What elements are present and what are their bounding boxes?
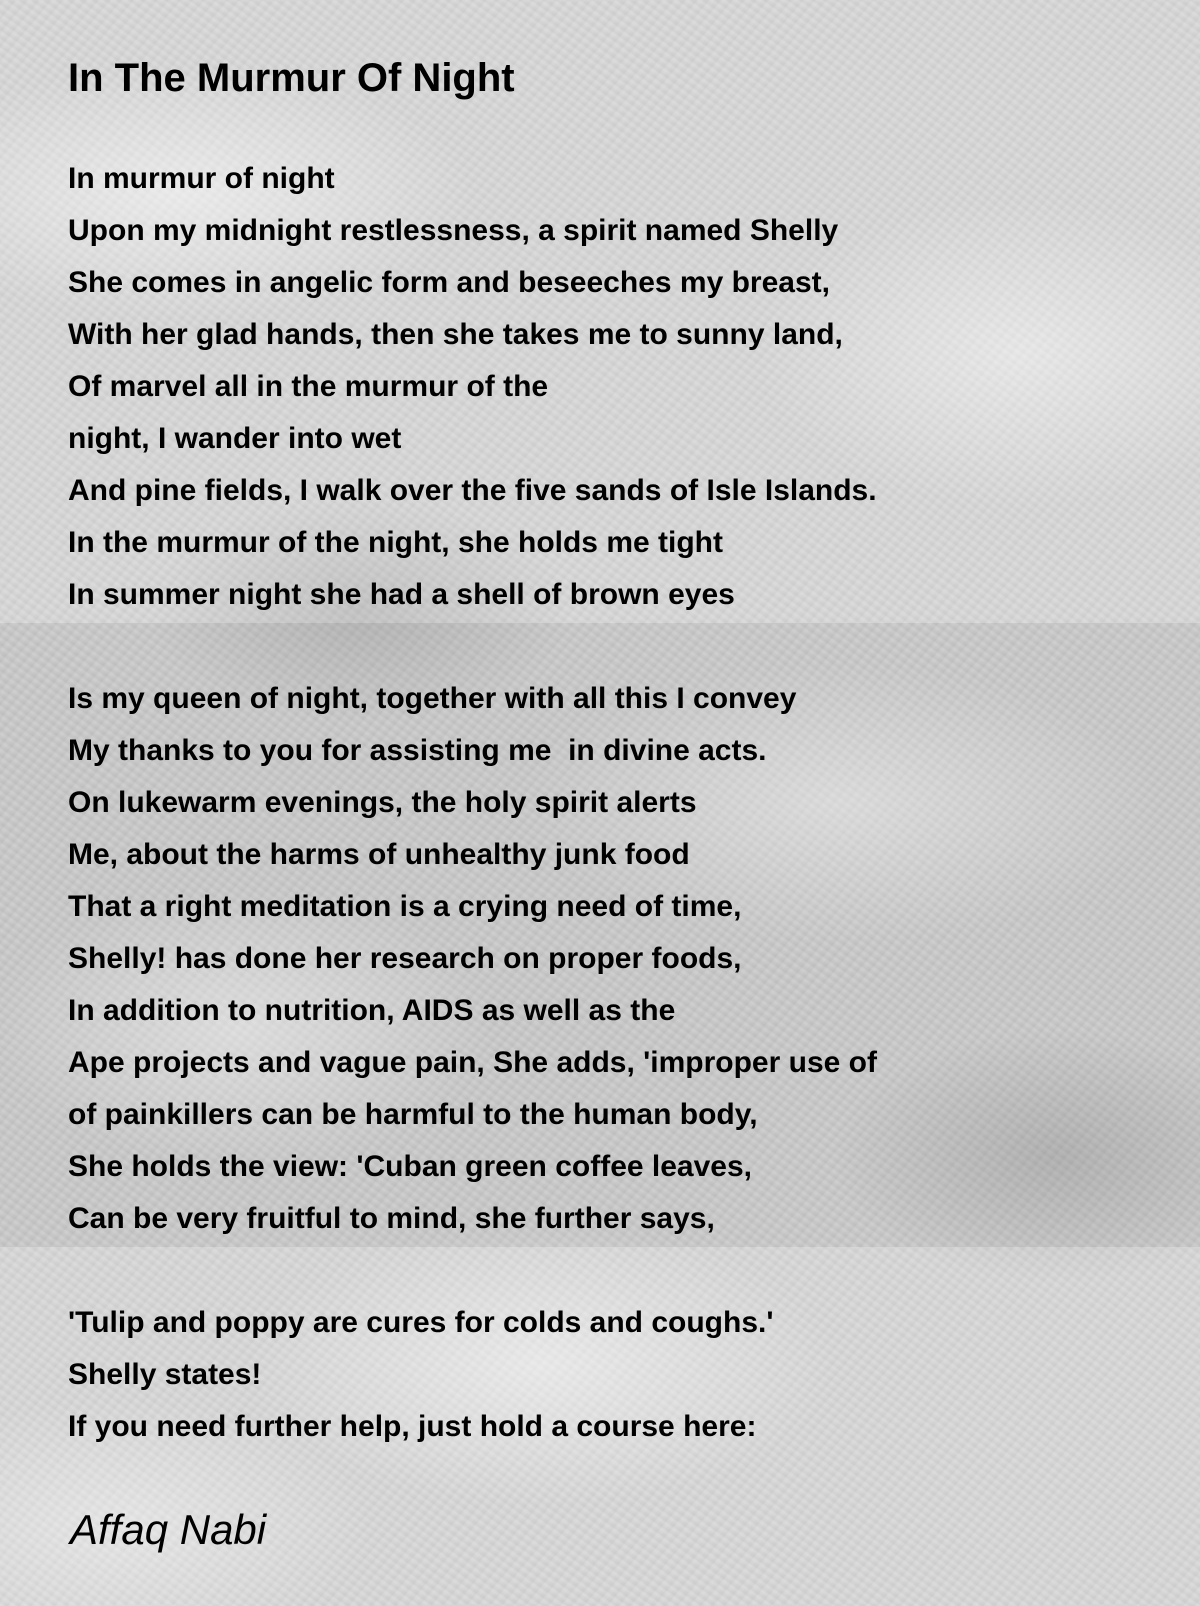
- poem-line: 'Tulip and poppy are cures for colds and coughs.': [68, 1306, 774, 1339]
- poem-line: Ape projects and vague pain, She adds, 'improper use of: [68, 1046, 877, 1079]
- stanza-2: [68, 673, 1168, 1245]
- poem-line: Of marvel all in the murmur of the: [68, 370, 549, 403]
- poem-line: Shelly! has done her research on proper foods,: [68, 942, 742, 975]
- poem-line: In the murmur of the night, she holds me tight: [68, 526, 723, 559]
- poem-body: [68, 153, 1168, 1453]
- poem-line: She holds the view: 'Cuban green coffee leaves,: [68, 1150, 752, 1183]
- poem-container: [68, 50, 1168, 1505]
- poem-line: And pine fields, I walk over the five sands of Isle Islands.: [68, 474, 877, 507]
- poem-line: In addition to nutrition, AIDS as well as the: [68, 994, 676, 1027]
- stanza-1: [68, 153, 1168, 621]
- poem-line: Me, about the harms of unhealthy junk food: [68, 838, 690, 871]
- poem-line: She comes in angelic form and beseeches my breast,: [68, 266, 830, 299]
- poem-line: of painkillers can be harmful to the human body,: [68, 1098, 758, 1131]
- poem-line: Can be very fruitful to mind, she further says,: [68, 1202, 715, 1235]
- poem-line: Is my queen of night, together with all this I convey: [68, 682, 797, 715]
- poem-line: With her glad hands, then she takes me to sunny land,: [68, 318, 843, 351]
- poem-line: On lukewarm evenings, the holy spirit alerts: [68, 786, 697, 819]
- stanza-3: [68, 1297, 1168, 1453]
- poem-line: That a right meditation is a crying need of time,: [68, 890, 742, 923]
- poem-line: Shelly states!: [68, 1358, 262, 1391]
- poem-line: Upon my midnight restlessness, a spirit named Shelly: [68, 214, 839, 247]
- poem-line: My thanks to you for assisting me in divine acts.: [68, 734, 767, 767]
- poem-title: In The Murmur Of Night: [68, 56, 515, 100]
- poem-line: In murmur of night: [68, 162, 335, 195]
- poem-line: If you need further help, just hold a course here:: [68, 1410, 757, 1443]
- poem-line: night, I wander into wet: [68, 422, 402, 455]
- poem-line: In summer night she had a shell of brown eyes: [68, 578, 735, 611]
- poem-author: Affaq Nabi: [70, 1506, 267, 1553]
